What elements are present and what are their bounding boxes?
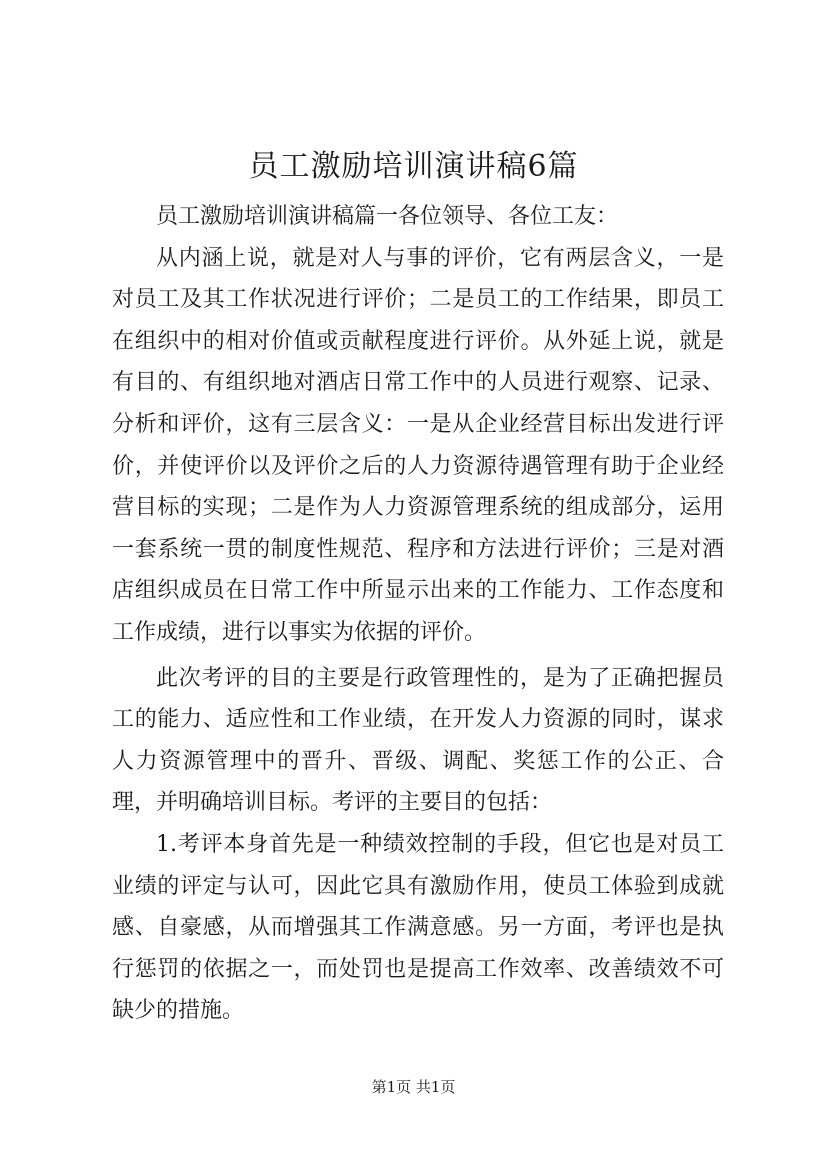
paragraph-purpose: 此次考评的目的主要是行政管理性的，是为了正确把握员工的能力、适应性和工作业绩，在开发人力资源的同时，谋求人力资源管理中的晋升、晋级、调配、奖惩工作的公正、合理，并明确培训目标。考评的主要目的包括： [112,665,724,816]
document-body [112,196,724,1032]
page-number-footer: 第1页 共1页 [371,1078,456,1096]
paragraph-definition: 从内涵上说，就是对人与事的评价，它有两层含义，一是对员工及其工作状况进行评价；二是员工的工作结果，即员工在组织中的相对价值或贡献程度进行评价。从外延上说，就是有目的、有组织地对酒店日常工作中的人员进行观察、记录、分析和评价，这有三层含义：一是从企业经营目标出发进行评价，并使评价以及评价之后的人力资源待遇管理有助于企业经营目标的实现；二是作为人力资源管理系统的组成部分，运用一套系统一贯的制度性规范、程序和方法进行评价；三是对酒店组织成员在日常工作中所显示出来的工作能力、工作态度和工作成绩，进行以事实为依据的评价。 [112,245,724,645]
paragraph-item-1: 1.考评本身首先是一种绩效控制的手段，但它也是对员工业绩的评定与认可，因此它具有激励作用，使员工体验到成就感、自豪感，从而增强其工作满意感。另一方面，考评也是执行惩罚的依据之一，而处罚也是提高工作效率、改善绩效不可缺少的措施。 [112,831,724,1024]
document-title: 员工激励培训演讲稿6篇 [248,149,579,184]
paragraph-opening: 员工激励培训演讲稿篇一各位领导、各位工友： [156,204,619,229]
